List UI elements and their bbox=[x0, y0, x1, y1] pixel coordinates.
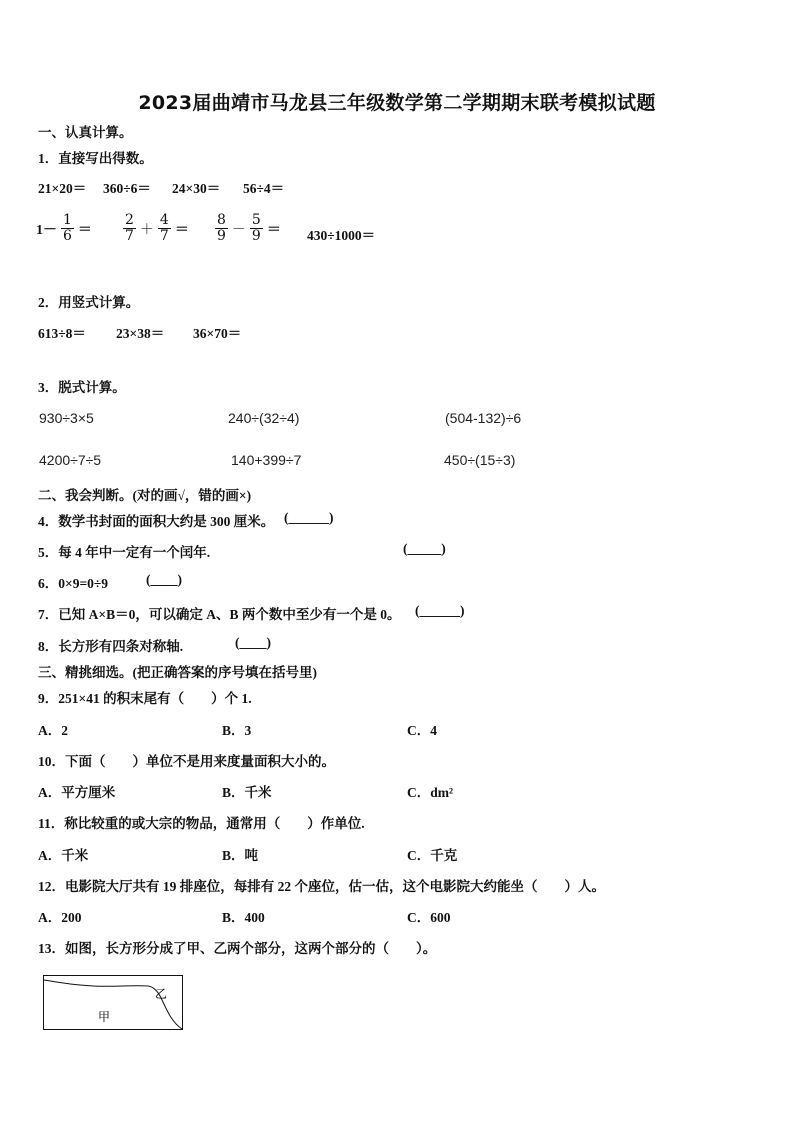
q1-expr-2: 360÷6＝ bbox=[103, 181, 151, 196]
q11-option-c[interactable]: C．千克 bbox=[407, 848, 458, 863]
q6-text: 6．0×9=0÷9 bbox=[38, 576, 109, 591]
q1-fraction-expr-1 bbox=[36, 213, 95, 244]
q12-option-c[interactable]: C．600 bbox=[407, 910, 451, 925]
q4-answer-blank[interactable]: (______) bbox=[284, 510, 334, 525]
q10-option-b[interactable]: B．千米 bbox=[222, 785, 272, 800]
fraction-denominator: 9 bbox=[251, 228, 261, 244]
q10-option-a[interactable]: A．平方厘米 bbox=[38, 785, 116, 800]
operator: － bbox=[231, 221, 246, 238]
q1-fraction-expr-2 bbox=[122, 213, 192, 244]
q8-answer-blank[interactable]: (____) bbox=[235, 635, 271, 650]
fraction-numerator: 1 bbox=[63, 212, 72, 228]
fraction-denominator: 7 bbox=[159, 228, 169, 244]
fraction-numerator: 8 bbox=[217, 212, 226, 228]
q12-option-a[interactable]: A．200 bbox=[38, 910, 82, 925]
section-1-heading: 一、认真计算。 bbox=[38, 125, 133, 140]
fraction bbox=[215, 213, 228, 244]
q12-option-b[interactable]: B．400 bbox=[222, 910, 265, 925]
q1-expr-430: 430÷1000＝ bbox=[307, 228, 376, 243]
q3-item-4: 4200÷7÷5 bbox=[39, 452, 102, 468]
q9-text: 9．251×41 的积末尾有（ ）个 1. bbox=[38, 691, 252, 706]
region-jia-label: 甲 bbox=[98, 1010, 111, 1024]
q9-option-b[interactable]: B．3 bbox=[222, 723, 252, 738]
operator: ＋ bbox=[139, 221, 154, 238]
equals-sign: ＝ bbox=[77, 222, 92, 238]
fraction bbox=[158, 213, 171, 244]
q5-answer-blank[interactable]: (_____) bbox=[403, 541, 446, 556]
q9-option-c[interactable]: C．4 bbox=[407, 723, 437, 738]
rectangle-figure bbox=[43, 975, 183, 1030]
fraction bbox=[123, 213, 136, 244]
fraction-numerator: 2 bbox=[125, 212, 134, 228]
q2-item-1: 613÷8＝ bbox=[38, 326, 86, 341]
region-yi-label: 乙 bbox=[155, 987, 168, 1001]
q11-text: 11．称比较重的或大宗的物品，通常用（ ）作单位. bbox=[38, 816, 365, 831]
q1-prompt: 1．直接写出得数。 bbox=[38, 151, 153, 166]
q3-item-3: (504-132)÷6 bbox=[445, 410, 522, 426]
q11-option-a[interactable]: A．千米 bbox=[38, 848, 89, 863]
fraction-numerator: 4 bbox=[159, 212, 169, 228]
fraction-lead: 1－ bbox=[36, 222, 57, 238]
q9-option-a[interactable]: A．2 bbox=[38, 723, 68, 738]
q11-option-b[interactable]: B．吨 bbox=[222, 848, 259, 863]
fraction-numerator: 5 bbox=[251, 212, 261, 228]
fraction bbox=[61, 213, 74, 244]
q5-text: 5．每 4 年中一定有一个闰年. bbox=[38, 545, 211, 560]
q2-item-2: 23×38＝ bbox=[116, 326, 165, 341]
q1-expr-4: 56÷4＝ bbox=[243, 181, 285, 196]
q8-text: 8．长方形有四条对称轴. bbox=[38, 639, 184, 654]
fraction-denominator: 7 bbox=[125, 228, 134, 244]
q2-prompt: 2．用竖式计算。 bbox=[38, 295, 140, 310]
q10-text: 10．下面（ ）单位不是用来度量面积大小的。 bbox=[38, 754, 335, 769]
page-title: 2023届曲靖市马龙县三年级数学第二学期期末联考模拟试题 bbox=[138, 92, 656, 114]
q7-text: 7．已知 A×B＝0，可以确定 A、B 两个数中至少有一个是 0。 bbox=[38, 607, 401, 622]
q7-answer-blank[interactable]: (______) bbox=[415, 603, 465, 618]
rectangle-diagram bbox=[43, 975, 183, 1030]
q3-item-5: 140+399÷7 bbox=[231, 452, 302, 468]
q13-text: 13．如图，长方形分成了甲、乙两个部分，这两个部分的（ ）。 bbox=[38, 941, 437, 956]
q3-prompt: 3．脱式计算。 bbox=[38, 380, 126, 395]
q12-text: 12．电影院大厅共有 19 排座位，每排有 22 个座位，估一估，这个电影院大约能坐（ ）人。 bbox=[38, 879, 605, 894]
fraction-denominator: 9 bbox=[217, 228, 226, 244]
section-2-heading: 二、我会判断。(对的画√，错的画×) bbox=[38, 488, 252, 503]
q3-item-2: 240÷(32÷4) bbox=[228, 410, 300, 426]
q1-expr-1: 21×20＝ bbox=[38, 181, 87, 196]
fraction-denominator: 6 bbox=[63, 228, 72, 244]
q3-item-6: 450÷(15÷3) bbox=[444, 452, 516, 468]
q1-expr-3: 24×30＝ bbox=[172, 181, 221, 196]
q1-fraction-expr-3 bbox=[214, 213, 284, 244]
fraction bbox=[250, 213, 263, 244]
q6-answer-blank[interactable]: (____) bbox=[146, 572, 182, 587]
section-3-heading: 三、精挑细选。(把正确答案的序号填在括号里) bbox=[38, 665, 317, 680]
equals-sign: ＝ bbox=[174, 222, 189, 238]
equals-sign: ＝ bbox=[266, 222, 281, 238]
q10-option-c[interactable]: C．dm² bbox=[407, 785, 454, 800]
q2-item-3: 36×70＝ bbox=[193, 326, 242, 341]
q3-item-1: 930÷3×5 bbox=[39, 410, 94, 426]
q4-text: 4．数学书封面的面积大约是 300 厘米。 bbox=[38, 514, 275, 529]
